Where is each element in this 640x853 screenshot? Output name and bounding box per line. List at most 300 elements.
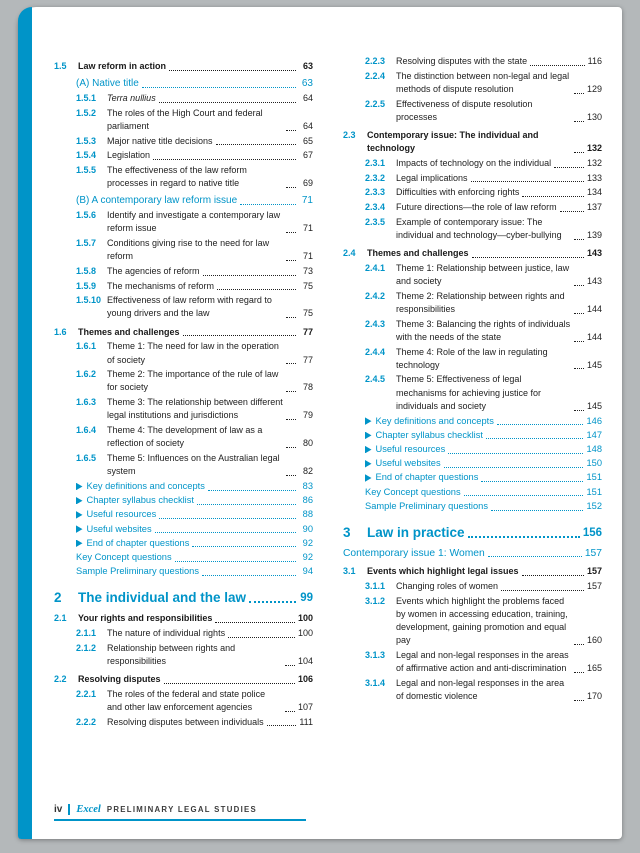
toc-entry-number: 1.5.9 — [76, 280, 97, 291]
toc-entry-page: 82 — [302, 466, 313, 477]
leader-dots — [574, 644, 584, 645]
toc-entry-page: 69 — [302, 178, 313, 189]
toc-entry-number: 1.5.2 — [76, 107, 97, 118]
footer-divider-bar — [68, 804, 70, 815]
leader-dots — [472, 257, 584, 258]
leader-dots — [574, 368, 584, 369]
toc-entry-number: 2.2.1 — [76, 688, 97, 699]
toc-entry-label: The roles of the federal and state police and other law enforcement agencies — [107, 688, 266, 713]
toc-entry-page: 90 — [302, 523, 313, 534]
leader-dots — [560, 211, 584, 212]
toc-entry-item — [343, 70, 602, 96]
arrow-bullet-icon — [365, 446, 372, 454]
toc-entry-page: 100 — [297, 613, 313, 624]
arrow-bullet-icon — [76, 497, 83, 505]
toc-entry-item — [54, 294, 313, 320]
toc-entry-number: 2.1 — [54, 613, 67, 624]
toc-entry-page: 71 — [302, 223, 313, 234]
toc-entry-number: 1.5.3 — [76, 135, 97, 146]
toc-entry-page: 111 — [299, 716, 313, 727]
toc-entry-label: The mechanisms of reform — [107, 280, 215, 291]
leader-dots — [202, 575, 296, 576]
toc-entry-page: 144 — [586, 303, 602, 314]
toc-entry-label: Relationship between rights and responsibilities — [107, 642, 236, 666]
toc-entry-section — [54, 612, 313, 625]
footer-rule — [54, 819, 306, 821]
leader-dots — [217, 289, 296, 290]
arrow-bullet-icon — [76, 525, 83, 533]
leader-dots — [169, 70, 296, 71]
toc-entry-label: Sample Preliminary questions — [365, 500, 488, 511]
leader-dots — [488, 556, 582, 557]
toc-entry-number: 2.4.3 — [365, 318, 386, 329]
toc-entry-page: 147 — [586, 429, 602, 440]
toc-entry-item — [54, 396, 313, 422]
toc-entry-item — [54, 149, 313, 162]
toc-entry-item — [54, 209, 313, 235]
toc-entry-section — [54, 673, 313, 686]
leader-dots — [491, 510, 584, 511]
toc-entry-page: 64 — [302, 120, 313, 131]
leader-dots — [240, 204, 296, 205]
toc-entry-sub — [54, 77, 313, 90]
toc-entry-number: 2.4.2 — [365, 290, 386, 301]
toc-entry-page: 80 — [302, 438, 313, 449]
toc-entry-bullet — [343, 457, 602, 470]
toc-entry-number: 2.3.3 — [365, 187, 386, 198]
toc-entry-page: 157 — [586, 566, 602, 577]
toc-entry-item — [343, 346, 602, 372]
toc-entry-section — [54, 326, 313, 339]
arrow-bullet-icon — [365, 460, 372, 468]
toc-entry-bullet — [343, 429, 602, 442]
toc-entry-number: 1.5.1 — [76, 92, 97, 103]
toc-entry-bullet — [54, 508, 313, 521]
leader-dots — [285, 711, 295, 712]
leader-dots — [574, 410, 584, 411]
toc-entry-number: 1.6 — [54, 326, 67, 337]
footer-text — [54, 804, 306, 815]
toc-column-right — [343, 55, 602, 730]
toc-entry-page: 73 — [302, 265, 313, 276]
leader-dots — [285, 665, 295, 666]
toc-entry-item — [343, 677, 602, 703]
arrow-bullet-icon — [365, 474, 372, 482]
leader-dots — [574, 341, 584, 342]
toc-entry-page: 130 — [586, 111, 602, 122]
toc-entry-label: Changing roles of women — [396, 580, 499, 591]
toc-entry-page: 134 — [586, 187, 602, 198]
toc-entry-page: 144 — [586, 331, 602, 342]
toc-entry-number: 1.6.4 — [76, 425, 97, 436]
toc-entry-page: 83 — [302, 480, 313, 491]
toc-entry-page: 143 — [586, 276, 602, 287]
toc-entry-plain — [343, 500, 602, 513]
toc-entry-page: 157 — [584, 548, 602, 559]
toc-entry-plain — [54, 551, 313, 564]
toc-entry-item — [343, 201, 602, 214]
leader-dots — [208, 490, 296, 491]
toc-entry-bullet — [343, 415, 602, 428]
toc-entry-page: 77 — [302, 354, 313, 365]
leader-dots — [142, 87, 296, 88]
toc-entry-item — [54, 135, 313, 148]
toc-entry-label: Useful websites — [86, 523, 152, 534]
leader-dots — [574, 672, 584, 673]
toc-entry-number: 1.5.7 — [76, 237, 97, 248]
toc-entry-issue — [343, 547, 602, 560]
toc-entry-page: 170 — [586, 691, 602, 702]
leader-dots — [249, 601, 296, 603]
arrow-bullet-icon — [76, 511, 83, 519]
toc-entry-page: 132 — [586, 157, 602, 168]
leader-dots — [574, 313, 584, 314]
toc-entry-label: The agencies of reform — [107, 265, 200, 276]
toc-entry-label: Themes and challenges — [78, 326, 180, 337]
toc-entry-item — [343, 216, 602, 242]
leader-dots — [286, 363, 296, 364]
toc-entry-label: Chapter syllabus checklist — [375, 429, 483, 440]
book-title: PRELIMINARY LEGAL STUDIES — [106, 805, 258, 814]
toc-entry-label: Key definitions and concepts — [86, 480, 205, 491]
toc-entry-page: 145 — [586, 359, 602, 370]
toc-column-left — [54, 55, 313, 730]
toc-entry-label: Contemporary issue 1: Women — [343, 548, 485, 559]
arrow-bullet-icon — [365, 417, 372, 425]
toc-entry-number: 2.3.4 — [365, 202, 386, 213]
toc-entry-label: Key definitions and concepts — [375, 415, 494, 426]
leader-dots — [574, 93, 584, 94]
toc-entry-page: 92 — [302, 537, 313, 548]
toc-entry-page: 75 — [302, 308, 313, 319]
toc-entry-number: 1.6.1 — [76, 341, 97, 352]
toc-entry-section — [343, 129, 602, 155]
leader-dots — [197, 504, 296, 505]
toc-entry-label: The roles of the High Court and federal parliament — [107, 107, 263, 131]
toc-entry-page: 79 — [302, 410, 313, 421]
toc-entry-label: Themes and challenges — [367, 248, 469, 259]
series-brand: Excel — [76, 804, 101, 815]
toc-entry-page: 64 — [302, 92, 313, 103]
toc-entry-number: 2.2.2 — [76, 716, 97, 727]
toc-entry-label: Theme 5: Effectiveness of legal mechanisms for achieving justice for individuals and society — [396, 374, 542, 411]
toc-entry-item — [54, 164, 313, 190]
leader-dots — [215, 622, 295, 623]
toc-entry-number: 3.1 — [343, 566, 356, 577]
toc-entry-item — [54, 688, 313, 714]
toc-entry-number: 3.1.4 — [365, 677, 386, 688]
toc-entry-item — [343, 262, 602, 288]
toc-entry-number: 2.2.3 — [365, 56, 386, 66]
toc-entry-label: Events which highlight the problems faced by women in accessing education, training, development, gaining promotion and equal pay — [396, 595, 568, 646]
toc-entry-number: 1.5 — [54, 61, 67, 71]
leader-dots — [471, 181, 584, 182]
toc-entry-sub — [54, 194, 313, 207]
toc-entry-number: 1.5.8 — [76, 265, 97, 276]
toc-entry-label: Legal implications — [396, 172, 468, 183]
toc-entry-item — [343, 186, 602, 199]
toc-entry-label: Useful resources — [86, 509, 157, 520]
toc-entry-label: Law in practice — [367, 525, 465, 540]
toc-entry-number: 1.5.4 — [76, 150, 97, 161]
toc-entry-item — [343, 318, 602, 344]
leader-dots — [286, 391, 296, 392]
leader-dots — [522, 196, 584, 197]
toc-entry-plain — [54, 565, 313, 578]
toc-entry-label: Law reform in action — [78, 61, 167, 71]
toc-entry-page: 71 — [302, 251, 313, 262]
toc-entry-number: 3.1.3 — [365, 649, 386, 660]
toc-entry-page: 133 — [586, 172, 602, 183]
toc-entry-item — [54, 452, 313, 478]
toc-entry-number: 2.3.2 — [365, 172, 386, 183]
toc-entry-label: Effectiveness of law reform with regard to young drivers and the law — [107, 295, 272, 319]
leader-dots — [497, 424, 584, 425]
toc-entry-page: 157 — [586, 580, 602, 591]
toc-entry-label: Terra nullius — [107, 92, 156, 103]
toc-entry-bullet — [54, 523, 313, 536]
leader-dots — [159, 102, 296, 103]
toc-entry-page: 106 — [297, 674, 313, 685]
toc-entry-item — [54, 642, 313, 668]
leader-dots — [216, 144, 296, 145]
toc-entry-item — [343, 595, 602, 648]
toc-entry-item — [54, 368, 313, 394]
leader-dots — [554, 167, 584, 168]
toc-entry-number: 2.4.5 — [365, 374, 386, 385]
toc-entry-number: 3.1.2 — [365, 595, 386, 606]
toc-entry-page: 165 — [586, 663, 602, 674]
toc-entry-item — [54, 340, 313, 366]
toc-entry-section — [54, 60, 313, 73]
toc-entry-bullet — [343, 471, 602, 484]
toc-entry-page: 156 — [582, 527, 602, 539]
toc-entry-label: Key Concept questions — [76, 551, 172, 562]
toc-entry-page: 151 — [586, 472, 602, 483]
toc-entry-item — [54, 424, 313, 450]
toc-entry-label: Legislation — [107, 150, 151, 161]
toc-entry-page: 150 — [586, 458, 602, 469]
toc-entry-item — [343, 649, 602, 675]
toc-entry-page: 78 — [302, 382, 313, 393]
toc-entry-section — [343, 565, 602, 578]
toc-entry-number: 2 — [54, 590, 62, 606]
toc-entry-item — [343, 373, 602, 413]
toc-entry-label: Useful websites — [375, 458, 441, 469]
toc-entry-number: 3 — [343, 525, 351, 540]
toc-entry-number: 2.4 — [343, 248, 356, 259]
toc-entry-item — [54, 716, 313, 729]
arrow-bullet-icon — [365, 432, 372, 440]
toc-entry-number: 1.6.5 — [76, 452, 97, 463]
leader-dots — [522, 575, 584, 576]
toc-entry-page: 137 — [586, 202, 602, 213]
toc-entry-label: Sample Preliminary questions — [76, 566, 199, 577]
arrow-bullet-icon — [76, 483, 83, 491]
leader-dots — [228, 637, 295, 638]
leader-dots — [530, 65, 585, 66]
chapter-edge-tab — [18, 7, 32, 839]
toc-entry-item — [343, 172, 602, 185]
toc-entry-page: 152 — [586, 500, 602, 511]
leader-dots — [501, 590, 584, 591]
toc-entry-label: Resolving disputes — [78, 674, 161, 685]
leader-dots — [267, 725, 296, 726]
toc-entry-page: 151 — [586, 486, 602, 497]
leader-dots — [192, 546, 296, 547]
toc-entry-number: 2.3 — [343, 130, 356, 141]
leader-dots — [286, 130, 296, 131]
toc-entry-page: 143 — [586, 248, 602, 259]
leader-dots — [153, 159, 296, 160]
toc-entry-item — [54, 107, 313, 133]
toc-entry-item — [343, 157, 602, 170]
toc-entry-label: Legal and non-legal responses in the areas of affirmative action and anti-discrimination — [396, 649, 569, 674]
toc-entry-label: Events which highlight legal issues — [367, 566, 519, 577]
toc-entry-page: 92 — [302, 551, 313, 562]
leader-dots — [164, 683, 295, 684]
leader-dots — [286, 447, 296, 448]
toc-entry-page: 160 — [586, 635, 602, 646]
toc-entry-item — [343, 290, 602, 316]
toc-entry-page: 63 — [302, 61, 313, 71]
leader-dots — [155, 532, 296, 533]
toc-entry-page: 75 — [302, 280, 313, 291]
leader-dots — [286, 475, 296, 476]
toc-entry-item — [343, 580, 602, 593]
leader-dots — [574, 152, 584, 153]
toc-entry-item — [54, 237, 313, 263]
toc-entry-label: Useful resources — [375, 443, 446, 454]
toc-entry-label: Theme 1: The need for law in the operation of society — [107, 341, 279, 365]
toc-entry-label: Theme 4: The development of law as a reflection of society — [107, 425, 263, 449]
toc-entry-label: Theme 4: Role of the law in regulating technology — [396, 346, 548, 370]
page-footer — [54, 804, 306, 821]
leader-dots — [486, 438, 584, 439]
toc-entry-label: Major native title decisions — [107, 135, 213, 146]
toc-entry-item — [343, 55, 602, 68]
toc-entry-page: 148 — [586, 443, 602, 454]
toc-entry-page: 139 — [586, 229, 602, 240]
table-of-contents — [54, 55, 602, 730]
toc-entry-bullet — [343, 443, 602, 456]
toc-entry-label: Contemporary issue: The individual and technology — [367, 130, 539, 154]
toc-entry-item — [343, 98, 602, 124]
toc-entry-number: 3.1.1 — [365, 580, 386, 591]
toc-entry-number: 2.1.2 — [76, 642, 97, 653]
toc-entry-label: End of chapter questions — [375, 472, 479, 483]
leader-dots — [468, 536, 580, 538]
toc-entry-label: End of chapter questions — [86, 537, 190, 548]
toc-entry-label: Resolving disputes between individuals — [107, 716, 264, 727]
toc-entry-page: 77 — [302, 326, 313, 337]
leader-dots — [444, 467, 584, 468]
toc-entry-label: Theme 3: Balancing the rights of individuals with the needs of the state — [396, 318, 571, 342]
toc-entry-label: Theme 2: The importance of the rule of law for society — [107, 369, 279, 393]
toc-entry-label: Impacts of technology on the individual — [396, 157, 552, 168]
toc-entry-item — [54, 627, 313, 640]
toc-entry-label: Key Concept questions — [365, 486, 461, 497]
toc-entry-label: Effectiveness of dispute resolution processes — [396, 98, 533, 122]
toc-entry-page: 71 — [301, 195, 313, 207]
toc-entry-page: 86 — [302, 495, 313, 506]
toc-entry-item — [54, 280, 313, 293]
toc-entry-item — [54, 265, 313, 278]
toc-entry-page: 65 — [302, 135, 313, 146]
toc-entry-page: 67 — [302, 150, 313, 161]
toc-entry-label: Theme 3: The relationship between different legal institutions and jurisdictions — [107, 397, 283, 421]
book-toc-page — [18, 7, 622, 839]
toc-entry-label: (A) Native title — [76, 78, 139, 90]
toc-entry-label: Legal and non-legal responses in the area of domestic violence — [396, 677, 565, 702]
toc-entry-chapter — [54, 590, 313, 606]
toc-entry-number: 2.1.1 — [76, 628, 97, 639]
leader-dots — [286, 317, 296, 318]
toc-entry-number: 2.2.5 — [365, 98, 386, 109]
toc-entry-page: 88 — [302, 509, 313, 520]
toc-entry-label: Theme 2: Relationship between rights and responsibilities — [396, 290, 565, 314]
toc-entry-plain — [343, 486, 602, 499]
toc-entry-number: 1.5.5 — [76, 164, 97, 175]
toc-entry-label: Conditions giving rise to the need for law reform — [107, 237, 270, 262]
toc-entry-page: 116 — [587, 56, 602, 66]
leader-dots — [203, 275, 296, 276]
leader-dots — [481, 481, 583, 482]
toc-entry-label: Theme 1: Relationship between justice, law and society — [396, 262, 570, 287]
toc-entry-page: 129 — [586, 83, 602, 94]
leader-dots — [286, 260, 296, 261]
arrow-bullet-icon — [76, 540, 83, 548]
toc-entry-number: 1.6.2 — [76, 369, 97, 380]
toc-entry-page: 94 — [302, 566, 313, 577]
toc-entry-number: 2.2.4 — [365, 70, 386, 81]
leader-dots — [159, 518, 296, 519]
toc-entry-number: 1.5.10 — [76, 295, 102, 306]
toc-entry-bullet — [54, 494, 313, 507]
toc-entry-bullet — [54, 480, 313, 493]
leader-dots — [286, 419, 296, 420]
folio-page-number: iv — [54, 804, 63, 815]
toc-entry-label: The nature of individual rights — [107, 628, 226, 639]
leader-dots — [464, 495, 584, 496]
toc-entry-number: 1.5.6 — [76, 210, 97, 221]
toc-entry-page: 107 — [297, 702, 313, 713]
leader-dots — [574, 239, 584, 240]
leader-dots — [175, 561, 296, 562]
toc-entry-number: 2.3.1 — [365, 157, 386, 168]
leader-dots — [183, 335, 296, 336]
leader-dots — [448, 453, 583, 454]
toc-entry-label: The effectiveness of the law reform processes in regard to native title — [107, 164, 247, 189]
toc-entry-label: Your rights and responsibilities — [78, 613, 213, 624]
toc-entry-number: 2.4.1 — [365, 262, 386, 273]
leader-dots — [574, 121, 584, 122]
toc-entry-section — [343, 247, 602, 260]
toc-entry-page: 99 — [300, 592, 313, 605]
toc-entry-label: Theme 5: Influences on the Australian legal system — [107, 452, 280, 477]
toc-entry-label: Resolving disputes with the state — [396, 56, 528, 66]
toc-entry-label: The individual and the law — [78, 590, 247, 606]
toc-entry-page: 132 — [586, 143, 602, 154]
toc-entry-chapter — [343, 525, 602, 541]
toc-entry-number: 2.3.5 — [365, 216, 386, 227]
toc-entry-label: Future directions—the role of law reform — [396, 202, 557, 213]
toc-entry-label: Difficulties with enforcing rights — [396, 187, 520, 198]
toc-entry-page: 145 — [586, 400, 602, 411]
toc-entry-label: Example of contemporary issue: The individual and technology—cyber-bullying — [396, 216, 562, 240]
toc-entry-label: (B) A contemporary law reform issue — [76, 195, 238, 207]
toc-entry-label: Chapter syllabus checklist — [86, 495, 194, 506]
